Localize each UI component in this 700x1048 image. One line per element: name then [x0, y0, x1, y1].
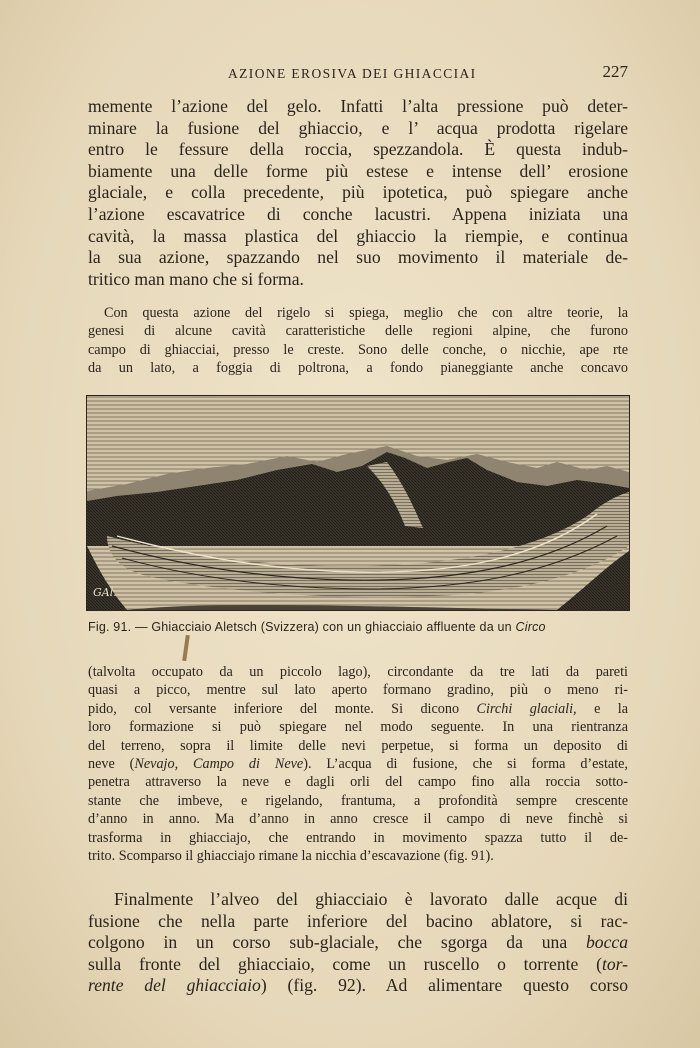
page-number: 227	[602, 62, 628, 81]
text-run: pido, col versante inferiore del monte. Si dicono	[88, 700, 460, 717]
text-line	[88, 700, 628, 718]
text-line: del terreno, sopra il limite delle nevi perpetue, si forma un deposito di	[88, 737, 628, 754]
italic-run: tor-	[601, 953, 628, 974]
text-line: trasforma in ghiacciajo, che entrando in movimento spazza tutto il de-	[88, 829, 628, 846]
paragraph-2	[88, 304, 628, 378]
text-line: genesi di alcune cavità caratteristiche delle regioni alpine, che furono	[88, 323, 628, 340]
text-line: d’anno in anno. Ma d’anno in anno cresce il campo di neve finchè si	[88, 811, 628, 828]
text-line: entro le fessure della roccia, spezzandola. È questa indub-	[88, 139, 628, 160]
text-line: memente l’azione del gelo. Infatti l’alta pressione può deter-	[88, 96, 628, 116]
italic-run: Circhi glaciali,	[476, 700, 577, 717]
text-line: da un lato, a foggia di poltrona, a fondo pianeggiante anche concavo	[88, 360, 628, 377]
glacier-illustration	[87, 396, 629, 610]
ink-mark	[182, 635, 190, 661]
caption-italic: Circo	[515, 620, 546, 634]
text-line: tritico man mano che si forma.	[88, 268, 304, 289]
text-line: penetra attraverso la neve e dagli orli del campo fino alla roccia sotto-	[88, 774, 628, 791]
text-line: fusione che nella parte inferiore del bacino ablatore, si rac-	[88, 910, 628, 931]
figure-caption	[88, 620, 628, 634]
italic-run: rente del ghiacciaio	[88, 975, 261, 996]
text-line	[88, 932, 628, 954]
artist-signature: GAl.	[93, 586, 117, 599]
text-line: biamente una delle forme più estese e intense dell’ erosione	[88, 160, 628, 181]
text-line: trito. Scomparso il ghiacciajo rimane la nicchia d’escavazione (fig. 91).	[88, 848, 494, 865]
paragraph-3	[88, 663, 628, 865]
text-line: glaciale, e colla precedente, più ipotetica, può spiegare anche	[88, 182, 628, 203]
text-line: la sua azione, spazzando nel suo movimento il materiale de-	[88, 247, 628, 268]
paragraph-4	[88, 889, 628, 997]
text-line: Finalmente l’alveo del ghiacciaio è lavorato dalle acque di	[114, 889, 628, 909]
text-run: ) (fig. 92). Ad alimentare questo corso	[260, 975, 628, 996]
text-line: cavità, la massa plastica del ghiaccio la riempie, e continua	[88, 225, 628, 246]
text-line: (talvolta occupato da un piccolo lago), circondante da tre lati da pareti	[88, 664, 628, 680]
text-run: colgono in un corso sub-glaciale, che sgorga da una	[88, 932, 568, 953]
text-line: l’azione escavatrice di conche lacustri. Appena iniziata una	[88, 203, 628, 224]
text-line: loro formazione si può spiegare nel modo seguente. In una rientranza	[88, 719, 628, 736]
italic-run: Nevajo, Campo di Neve	[134, 756, 304, 773]
text-line	[88, 975, 628, 997]
italic-run: bocca	[585, 932, 628, 953]
text-line	[88, 954, 628, 976]
text-line: campo di ghiacciai, presso le creste. Sono delle conche, o nicchie, ape rte	[88, 341, 628, 358]
text-line: stante che imbeve, e rigelando, frantuma, a profondità sempre crescente	[88, 792, 628, 809]
caption-text: Fig. 91. — Ghiacciaio Aletsch (Svizzera) con un ghiacciaio affluente da un	[88, 620, 516, 634]
page-header	[88, 60, 628, 86]
text-line	[88, 755, 628, 773]
text-line: Con questa azione del rigelo si spiega, meglio che con altre teorie, la	[104, 305, 628, 321]
text-run: neve (	[88, 756, 135, 773]
text-run: ). L’acqua di fusione, che si forma d’estate,	[303, 756, 628, 773]
text-run: e la	[594, 700, 629, 717]
text-line: minare la fusione del ghiaccio, e l’ acqua prodotta rigelare	[88, 117, 628, 138]
text-run: sulla fronte del ghiacciaio, come un ruscello o torrente (	[88, 953, 602, 974]
paragraph-1	[88, 96, 628, 290]
text-line: quasi a picco, mentre sul lato aperto formano gradino, più o meno ri-	[88, 682, 628, 699]
glacier-engraving	[86, 395, 630, 611]
running-head: AZIONE EROSIVA DEI GHIACCIAI	[228, 66, 477, 81]
